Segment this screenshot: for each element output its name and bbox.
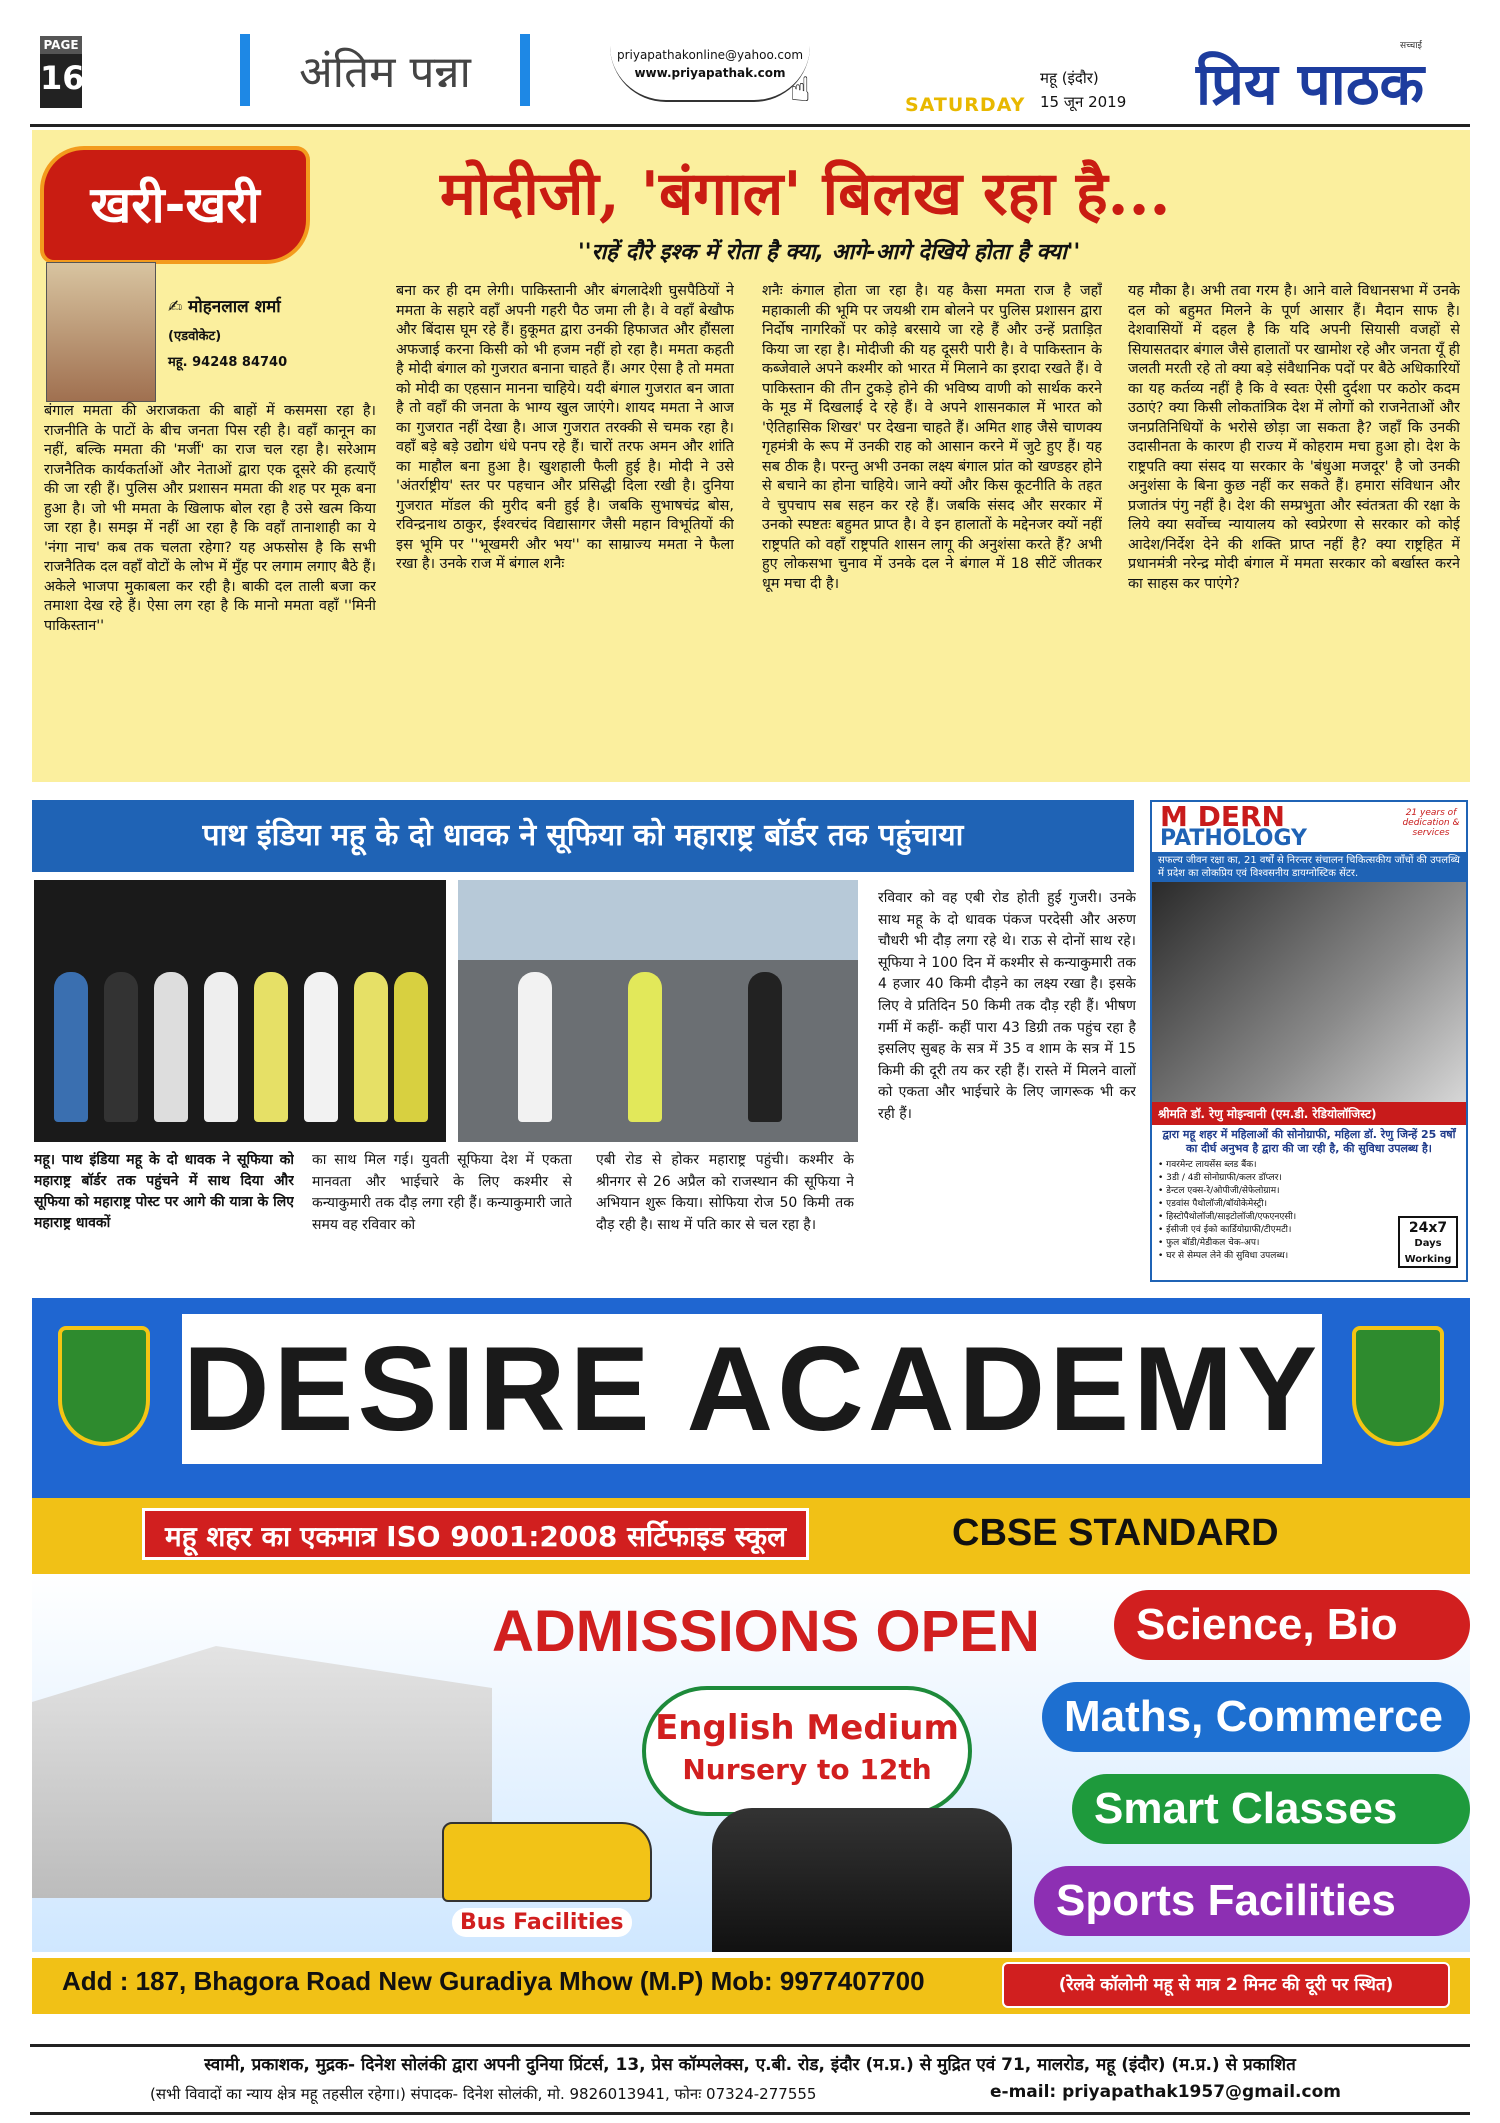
author-name: ✍ मोहनलाल शर्मा <box>168 297 281 317</box>
footer-rule <box>30 2044 1470 2047</box>
service-item: • गवरमेन्ट लायसेंस ब्लड बैंक। <box>1158 1160 1257 1170</box>
issue-place-date <box>1040 66 1126 114</box>
service-item: • फुल बॉडी/मेडीकल चेक-अप। <box>1158 1238 1260 1248</box>
pathology-years: 21 years of dedication & services <box>1402 808 1460 838</box>
editorial-headline: मोदीजी, 'बंगाल' बिलख रहा है... <box>440 159 1171 229</box>
news-column-3: एबी रोड से होकर महाराष्ट्र पहुंची। कश्मीर के श्रीनगर से 26 अप्रैल को राजस्थान की सूफिया ने अभियान शुरू किया। सोफिया रोज 50 किमी तक दौड़ रही है। साथ में पति कार से चल रहा है। <box>596 1152 854 1233</box>
hours-badge <box>1398 1216 1458 1268</box>
cbse-standard: CBSE STANDARD <box>952 1512 1279 1554</box>
feature-science: Science, Bio <box>1114 1590 1470 1660</box>
pathology-doctor: श्रीमति डॉ. रेणु मोइन्वानी (एम.डी. रेडियोलॉजिस्ट) <box>1152 1102 1466 1125</box>
service-item: • एडवांस पैथोलॉजी/बॉयोकेमेस्ट्री। <box>1158 1199 1268 1209</box>
page-number: 16 <box>40 59 85 97</box>
service-item: • हिस्टोपैथोलॉजी/साइटोलॉजी/एफएनएसी। <box>1158 1212 1297 1222</box>
footer-jurisdiction: (सभी विवादों का न्याय क्षेत्र महू तहसील रहेगा।) संपादक- दिनेश सोलंकी, मो. 9826013941, फोनः 07324-277555 <box>150 2085 817 2103</box>
service-item: • डेन्टल एक्स-रे/ओपीजी/सेफेलोग्राम। <box>1158 1186 1280 1196</box>
news-headline: पाथ इंडिया महू के दो धावक ने सूफिया को महाराष्ट्र बॉर्डर तक पहुंचाया <box>32 800 1134 872</box>
feature-sports: Sports Facilities <box>1034 1866 1470 1936</box>
editorial-subheadline: ''राहें दौरे इश्क में रोता है क्या, आगे-आगे देखिये होता है क्या'' <box>578 240 1081 265</box>
english-medium: English Medium <box>655 1708 959 1748</box>
admissions-open: ADMISSIONS OPEN <box>492 1599 1040 1664</box>
graduates-image <box>712 1808 1012 1952</box>
school-bus-image <box>442 1822 652 1902</box>
contact-email[interactable]: priyapathakonline@yahoo.com <box>616 48 804 62</box>
editorial-column-3: शनैः कंगाल होता जा रहा है। यह कैसा ममता राज है जहाँ महाकाली की भूमि पर जयश्री राम बोलने पर पुलिस प्रशासन द्वारा निर्दोष नागरिकों पर कोड़े बरसाये जा रहे हैं और उन्हें प्रताड़ित किया जा रहा है। मोदीजी की यह दूसरी पारी है। वे पाकिस्तान के कब्जेवाले अपने कश्मीर को भारत में मिलाने का इरादा रखते हैं। वे पाकिस्तान की तीन टुकड़े होने की भविष्य वाणी को सार्थक करने के मूड में दिखलाई दे रहे हैं। वे अपने शासनकाल में भारत को 'ऐतिहासिक शिखर' पर देखना चाहते हैं। अमित शाह जैसे चाणक्य गृहमंत्री के रूप में उनकी राह को आसान करने में जुटे हुए हैं। यह सब ठीक है। परन्तु अभी उनका लक्ष्य बंगाल प्रांत को खण्डहर होने से बचाने का होना चाहिये। जाने क्यों और किस कूटनीति के तहत वे चुपचाप सब सहन कर रहे हैं। जबकि संसद और सरकार में उनको स्पष्टतः बहुमत प्राप्त है। वे इन हालातों के मद्देनजर क्यों नहीं राष्ट्रपति को वहाँ राष्ट्रपति शासन लागू की अनुशंसा करते हैं? अभी हुए लोकसभा चुनाव में उनके दल ने बंगाल में 18 सीटें जीतकर धूम मचा दी है। <box>762 283 1102 592</box>
news-column-2: का साथ मिल गई। युवती सूफिया देश में एकता मानवता और भाईचारे के लिए कश्मीर से कन्याकुमारी तक दौड़ लगा रही हैं। कन्याकुमारी जाते समय वह रविवार को <box>312 1152 572 1233</box>
hours-value: 24x7 <box>1408 1220 1448 1236</box>
header-rule <box>30 124 1470 127</box>
bus-facilities: Bus Facilities <box>452 1908 632 1937</box>
editorial-column-4: यह मौका है। अभी तवा गरम है। आने वाले विधानसभा में उनके दल को बहुमत मिलने के पूर्ण आसार हैं। मैदान साफ है। देशवासियों में दहल है कि यदि अपनी सियासी वजहों से सियासतदार बंगाल जैसे हालातों पर खामोश रहे और जनता यूँ ही जलती मरती रहे तो क्या बड़े संवैधानिक पदों पर बैठे अधिकारियों का यह कर्तव्य नहीं है कि वे स्वतः ऐसी दुर्दशा पर कठोर कदम उठाएं? क्या किसी लोकतांत्रिक देश में लोगों को राजनेताओं और जनप्रतिनिधियों के भरोसे छोड़ा जा सकता है? जहाँ कि उनकी उदासीनता के कारण ही राज्य में कोहराम मचा हुआ हो। देश के राष्ट्रपति क्या संसद या सरकार के 'बंधुआ मजदूर' है जो उनकी अनुशंसा के बिना कुछ नहीं कर सकते हैं। हमारा संविधान और प्रजातंत्र पंगु नहीं है। देश की सम्प्रभुता और स्वंतत्रता की रक्षा के लिये क्या सर्वोच्च न्यायालय को स्वप्रेरणा से सरकार को कोई आदेश/निर्देश देने की शक्ति प्राप्त नहीं है? क्या राष्ट्रहित में प्रधानमंत्री नरेन्द्र मोदी बंगाल में ममता सरकार को बर्खास्त करने का साहस कर पाएंगे? <box>1128 283 1460 592</box>
iso-certification: महू शहर का एकमात्र ISO 9001:2008 सर्टिफाइड स्कूल <box>142 1508 809 1560</box>
issue-date: 15 जून 2019 <box>1040 93 1127 111</box>
academy-title: DESIRE ACADEMY <box>182 1314 1322 1464</box>
pointing-hand-icon: ☝ <box>790 70 811 110</box>
pathology-logo-sub: PATHOLOGY <box>1160 826 1307 851</box>
author-role: (एडवोकेट) <box>168 329 222 344</box>
service-item: • ईसीजी एवं ईको कार्डियोग्राफी/टीएमटी। <box>1158 1225 1292 1235</box>
footer-imprint: स्वामी, प्रकाशक, मुद्रक- दिनेश सोलंकी द्वारा अपनी दुनिया प्रिंटर्स, 13, प्रेस कॉम्पलेक्स, ए.बी. रोड, इंदौर (म.प्र.) से मुद्रित एवं 71, मालरोड, महू (इंदौर) (म.प्र.) से प्रकाशित <box>204 2055 1296 2075</box>
contact-box <box>610 46 810 102</box>
issue-place: महू (इंदौर) <box>1040 69 1099 87</box>
runners-group-photo <box>34 880 446 1142</box>
issue-day: SATURDAY <box>905 94 1026 116</box>
academy-ad <box>32 1298 1470 2038</box>
author-mobile: महू. 94248 84740 <box>168 355 288 370</box>
medium-badge <box>642 1686 972 1816</box>
grades-range: Nursery to 12th <box>682 1753 932 1786</box>
pathology-logo-text: M DERN <box>1160 800 1285 833</box>
bottom-rule <box>30 2112 1470 2115</box>
pathology-description: द्वारा महू शहर में महिलाओं की सोनोग्राफी, महिला डॉ. रेणु जिन्हें 25 वर्षों का दीर्घ अनुभव है द्वारा की जा रही है, की सुविधा उपलब्ध है। <box>1162 1128 1456 1155</box>
sonography-photo <box>1152 882 1466 1102</box>
service-item: • 3डी / 4डी सोनोग्राफी/कलर डॉप्लर। <box>1158 1173 1282 1183</box>
academy-address: Add : 187, Bhagora Road New Guradiya Mhow (M.P) Mob: 9977407700 <box>62 1966 925 1996</box>
news-column-4: रविवार को वह एबी रोड होती हुई गुजरी। उनके साथ महू के दो धावक पंकज परदेसी और अरुण चौधरी भी दौड़ लगा रहे थे। राऊ से दोनों साथ रहे। सूफिया ने 100 दिन में कश्मीर से कन्याकुमारी तक 4 हजार 40 किमी दौड़ने का लक्ष्य रखा है। इसके लिए वे प्रतिदिन 50 किमी तक दौड़ रही हैं। भीषण गर्मी में कहीं- कहीं पारा 43 डिग्री तक पहुंच रहा है इसलिए सुबह के सत्र में 35 व शाम के सत्र में 15 किमी की दूरी तय कर रही हैं। रास्ते में मिलने वालों को एकता और भाईचारे के लिए जागरूक भी कर रही हैं। <box>878 890 1136 1122</box>
feature-smart-classes: Smart Classes <box>1072 1774 1470 1844</box>
contact-website[interactable]: www.priyapathak.com <box>634 66 786 80</box>
pathology-strip: सफल्य जीवन रक्षा का, 21 वर्षों से निरन्तर संचालन चिकित्सकीय जाँचों की उपलब्धि में प्रदेश का लोकप्रिय एवं विश्वसनीय डायग्नोस्टिक सेंटर. <box>1152 852 1466 882</box>
editorial-column-2: बना कर ही दम लेगी। पाकिस्तानी और बंगलादेशी घुसपैठियों ने ममता के सहारे वहाँ अपनी गहरी पैठ जमा ली है। वे वहाँ बेखौफ और बिंदास घूम रहे हैं। हुकूमत द्वारा उनकी हिफाजत और हौंसला अफजाई करना किसी को भी हजम नहीं हो रहा है। ममता कहती है मोदी बंगाल को गुजरात बनाना चाहते हैं। अगर ऐसा है तो ममता को मोदी का एहसान मानना चाहिये। यदी बंगाल गुजरात बन जाता है तो वहाँ की जनता के भाग्य खुल जाएंगे। शायद ममता ने आज का गुजरात नहीं देखा है। आज गुजरात तरक्की से चमक रहा है। वहाँ बड़े बड़े उद्योग धंधे पनप रहे हैं। चारों तरफ अमन और शांति का माहौल बना हुआ है। खुशहाली फैली हुई है। मोदी ने उसे 'अंतर्राष्ट्रीय' स्तर पर पहचान और प्रसिद्धी दिला रखी है। दुनिया गुजरात मॉडल की मुरीद बनी हुई है। जबकि सुभाषचंद्र बोस, रविन्द्रनाथ ठाकुर, ईश्वरचंद विद्यासागर जैसी महान विभूतियों की इस भूमि पर ''भूखमरी और भय'' का साम्राज्य ममता ने फैला रखा है। उनके राज में बंगाल शनैः <box>396 283 734 572</box>
pathology-ad <box>1150 800 1468 1282</box>
editorial-column-1: बंगाल ममता की अराजकता की बाहों में कसमसा रहा है। राजनीति के पाटों के बीच जनता पिस रही है। वहाँ कानून का नहीं, बल्कि ममता की 'मर्जी' का राज चल रहा है। सरेआम राजनैतिक कार्यकर्ताओं और नेताओं द्वारा एक दूसरे की हत्याएँ की जा रही हैं। पुलिस और प्रशासन ममता की शह पर मूक बना हुआ है। जो भी ममता के खिलाफ बोल रहा है उसे खत्म किया जा रहा है। समझ में नहीं आ रहा है कि वहाँ तानाशाही का ये 'नंगा नाच' कब तक चलता रहेगा? यह अफसोस है कि सभी राजनैतिक दल वहाँ वोटों के लोभ में मुँह पर लगाम लगाए बैठे हैं। अकेले भाजपा मुकाबला कर रही है। बाकी दल ताली बजा कर तमाशा देख रहे हैं। ऐसा लग रहा है कि मानो ममता वहाँ ''मिनी पाकिस्तान'' <box>44 403 376 634</box>
academy-crest-right-icon <box>1352 1326 1444 1446</box>
academy-crest-left-icon <box>58 1326 150 1446</box>
location-note: (रेलवे कॉलोनी महू से मात्र 2 मिनट की दूरी पर स्थित) <box>1002 1962 1450 2008</box>
footer-email[interactable]: e-mail: priyapathak1957@gmail.com <box>990 2082 1341 2102</box>
pathology-services <box>1152 1159 1402 1263</box>
news-column-1: महू। पाथ इंडिया महू के दो धावक ने सूफिया को महाराष्ट्र बॉर्डर तक पहुंचने में साथ दिया और सूफिया को महाराष्ट्र पोस्ट पर आगे की यात्रा के लिए महाराष्ट्र धावकों <box>34 1152 294 1231</box>
logo-tagline: सच्चाई <box>1400 41 1422 51</box>
runners-road-photo <box>458 880 858 1142</box>
page-label: PAGE <box>40 36 82 54</box>
newspaper-logo: प्रिय पाठक <box>1196 50 1425 118</box>
service-item: • घर से सेम्पल लेने की सुविधा उपलब्ध। <box>1158 1251 1289 1261</box>
author-photo <box>46 262 156 402</box>
feature-maths: Maths, Commerce <box>1042 1682 1470 1752</box>
hours-sub: Days Working <box>1404 1238 1452 1265</box>
editorial-badge: खरी-खरी <box>44 150 306 260</box>
page-number-tag <box>40 36 85 108</box>
section-title: अंतिम पन्ना <box>240 34 530 106</box>
